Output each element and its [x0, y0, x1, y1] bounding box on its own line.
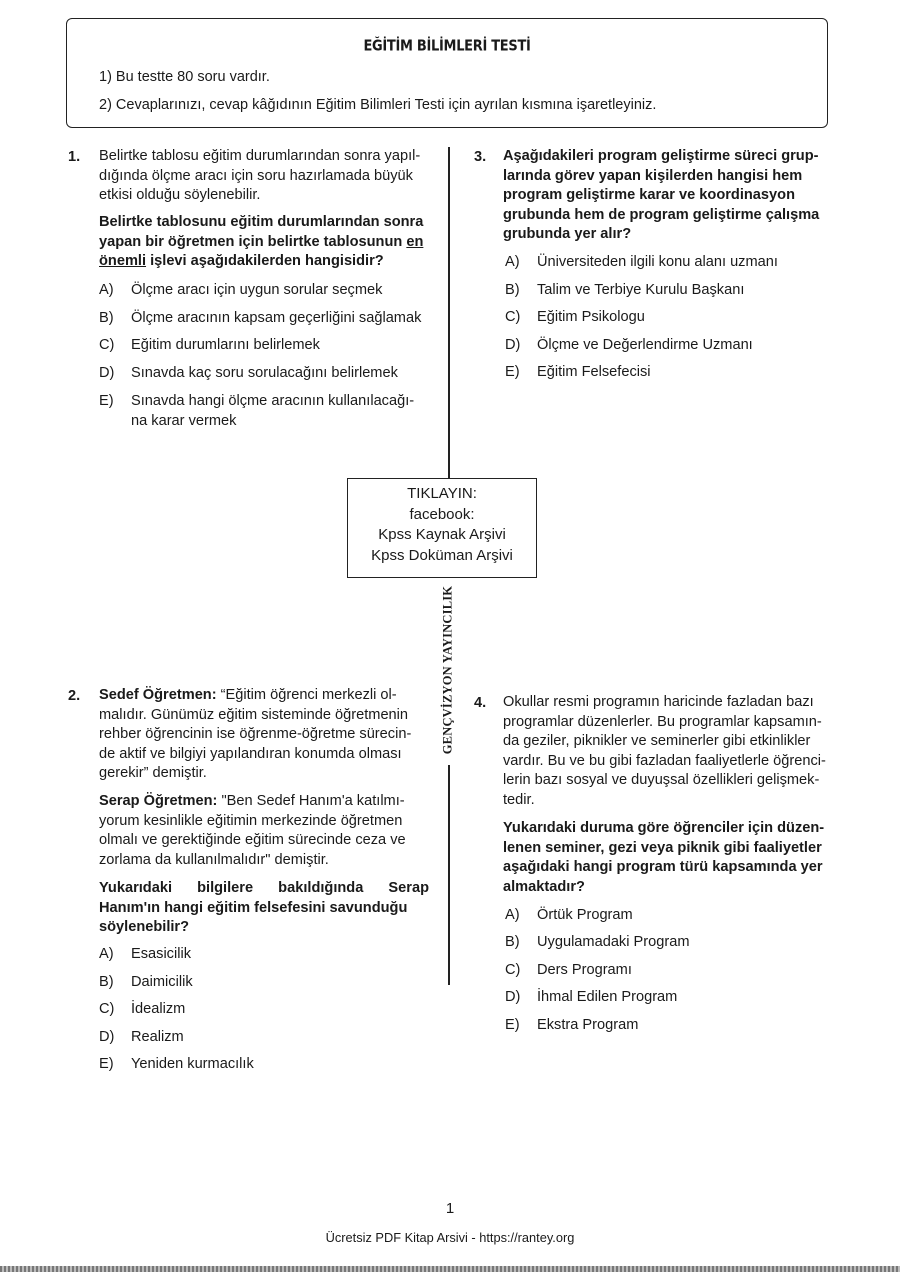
question-2-sedef-quote: Sedef Öğretmen: “Eğitim öğrenci merkezli ol- malıdır. Günümüz eğitim sisteminde öğretmenin rehber öğrencinin ise öğrenme-öğretme sürecin- de aktif ve bilgiyi yapılandıran konumda olması gerekir” demiştir.	[99, 687, 412, 781]
facebook-promo-box[interactable]	[347, 478, 537, 578]
promo-line-4: Kpss Doküman Arşivi	[371, 546, 513, 564]
publisher-vertical-label: GENÇVİZYON YAYINCILIK	[440, 585, 455, 755]
column-divider-bottom	[448, 765, 450, 985]
column-divider-top	[448, 147, 450, 479]
promo-line-1: TIKLAYIN:	[407, 485, 477, 502]
instructions-box	[66, 18, 828, 128]
question-4-stem: Okullar resmi programın haricinde fazladan bazı programlar düzenlerler. Bu programlar kapsamın- da geziler, piknikler ve seminerler gibi etkinlikler vardır. Bu ve bu gibi fazladan faaliyetlerle öğrenci- lerin bazı sosyal ve duyuşsal özellikleri gelişmek- tedir.	[503, 694, 826, 808]
question-1-stem: Belirtke tablosu eğitim durumlarından sonra yapıl- dığında ölçme aracı için soru hazırlamada büyük etkisi olduğu söylenebilir.	[99, 148, 421, 203]
test-title: EĞİTİM BİLİMLERİ TESTİ	[363, 37, 531, 56]
question-1-number: 1.	[68, 149, 81, 165]
page-number: 1	[445, 1200, 455, 1217]
footer-text: Ücretsiz PDF Kitap Arsivi - https://rantey.org	[325, 1230, 575, 1245]
instruction-2: 2) Cevaplarınızı, cevap kâğıdının Eğitim Bilimleri Testi için ayrılan kısmına işaretleyiniz.	[99, 97, 657, 113]
question-2-serap-quote: Serap Öğretmen: "Ben Sedef Hanım'a katılmı- yorum kesinlikle eğitimin merkezinde öğretmen olmalı ve gerektiğinde eğitim sürecinde ceza ve zorlama da kullanılmalıdır" demiştir.	[99, 793, 406, 868]
promo-line-3: Kpss Kaynak Arşivi	[378, 526, 506, 543]
question-4-number: 4.	[474, 695, 487, 711]
question-3-prompt: Aşağıdakileri program geliştirme süreci grup- larında görev yapan kişilerden hangisi hem program geliştirme karar ve koordinasyon grubunda hem de program geliştirme çalışma grubunda yer alır?	[503, 148, 820, 242]
instruction-1: 1) Bu testte 80 soru vardır.	[99, 69, 270, 85]
question-4-prompt: Yukarıdaki duruma göre öğrenciler için düzen- lenen seminer, gezi veya piknik gibi faaliyetler aşağıdaki hangi program türü kapsamında yer almaktadır?	[503, 820, 825, 895]
question-1-prompt: Belirtke tablosunu eğitim durumlarından sonra yapan bir öğretmen için belirtke tablosunun en önemli işlevi aşağıdakilerden hangisidir?	[99, 214, 424, 269]
promo-line-2: facebook:	[409, 505, 475, 523]
scan-bottom-edge	[0, 1266, 900, 1272]
question-2-number: 2.	[68, 688, 81, 704]
question-3-number: 3.	[474, 149, 487, 165]
question-2-prompt: Yukarıdaki bilgilere bakıldığında Serap Hanım'ın hangi eğitim felsefesini savunduğu söylenebilir?	[99, 880, 429, 935]
